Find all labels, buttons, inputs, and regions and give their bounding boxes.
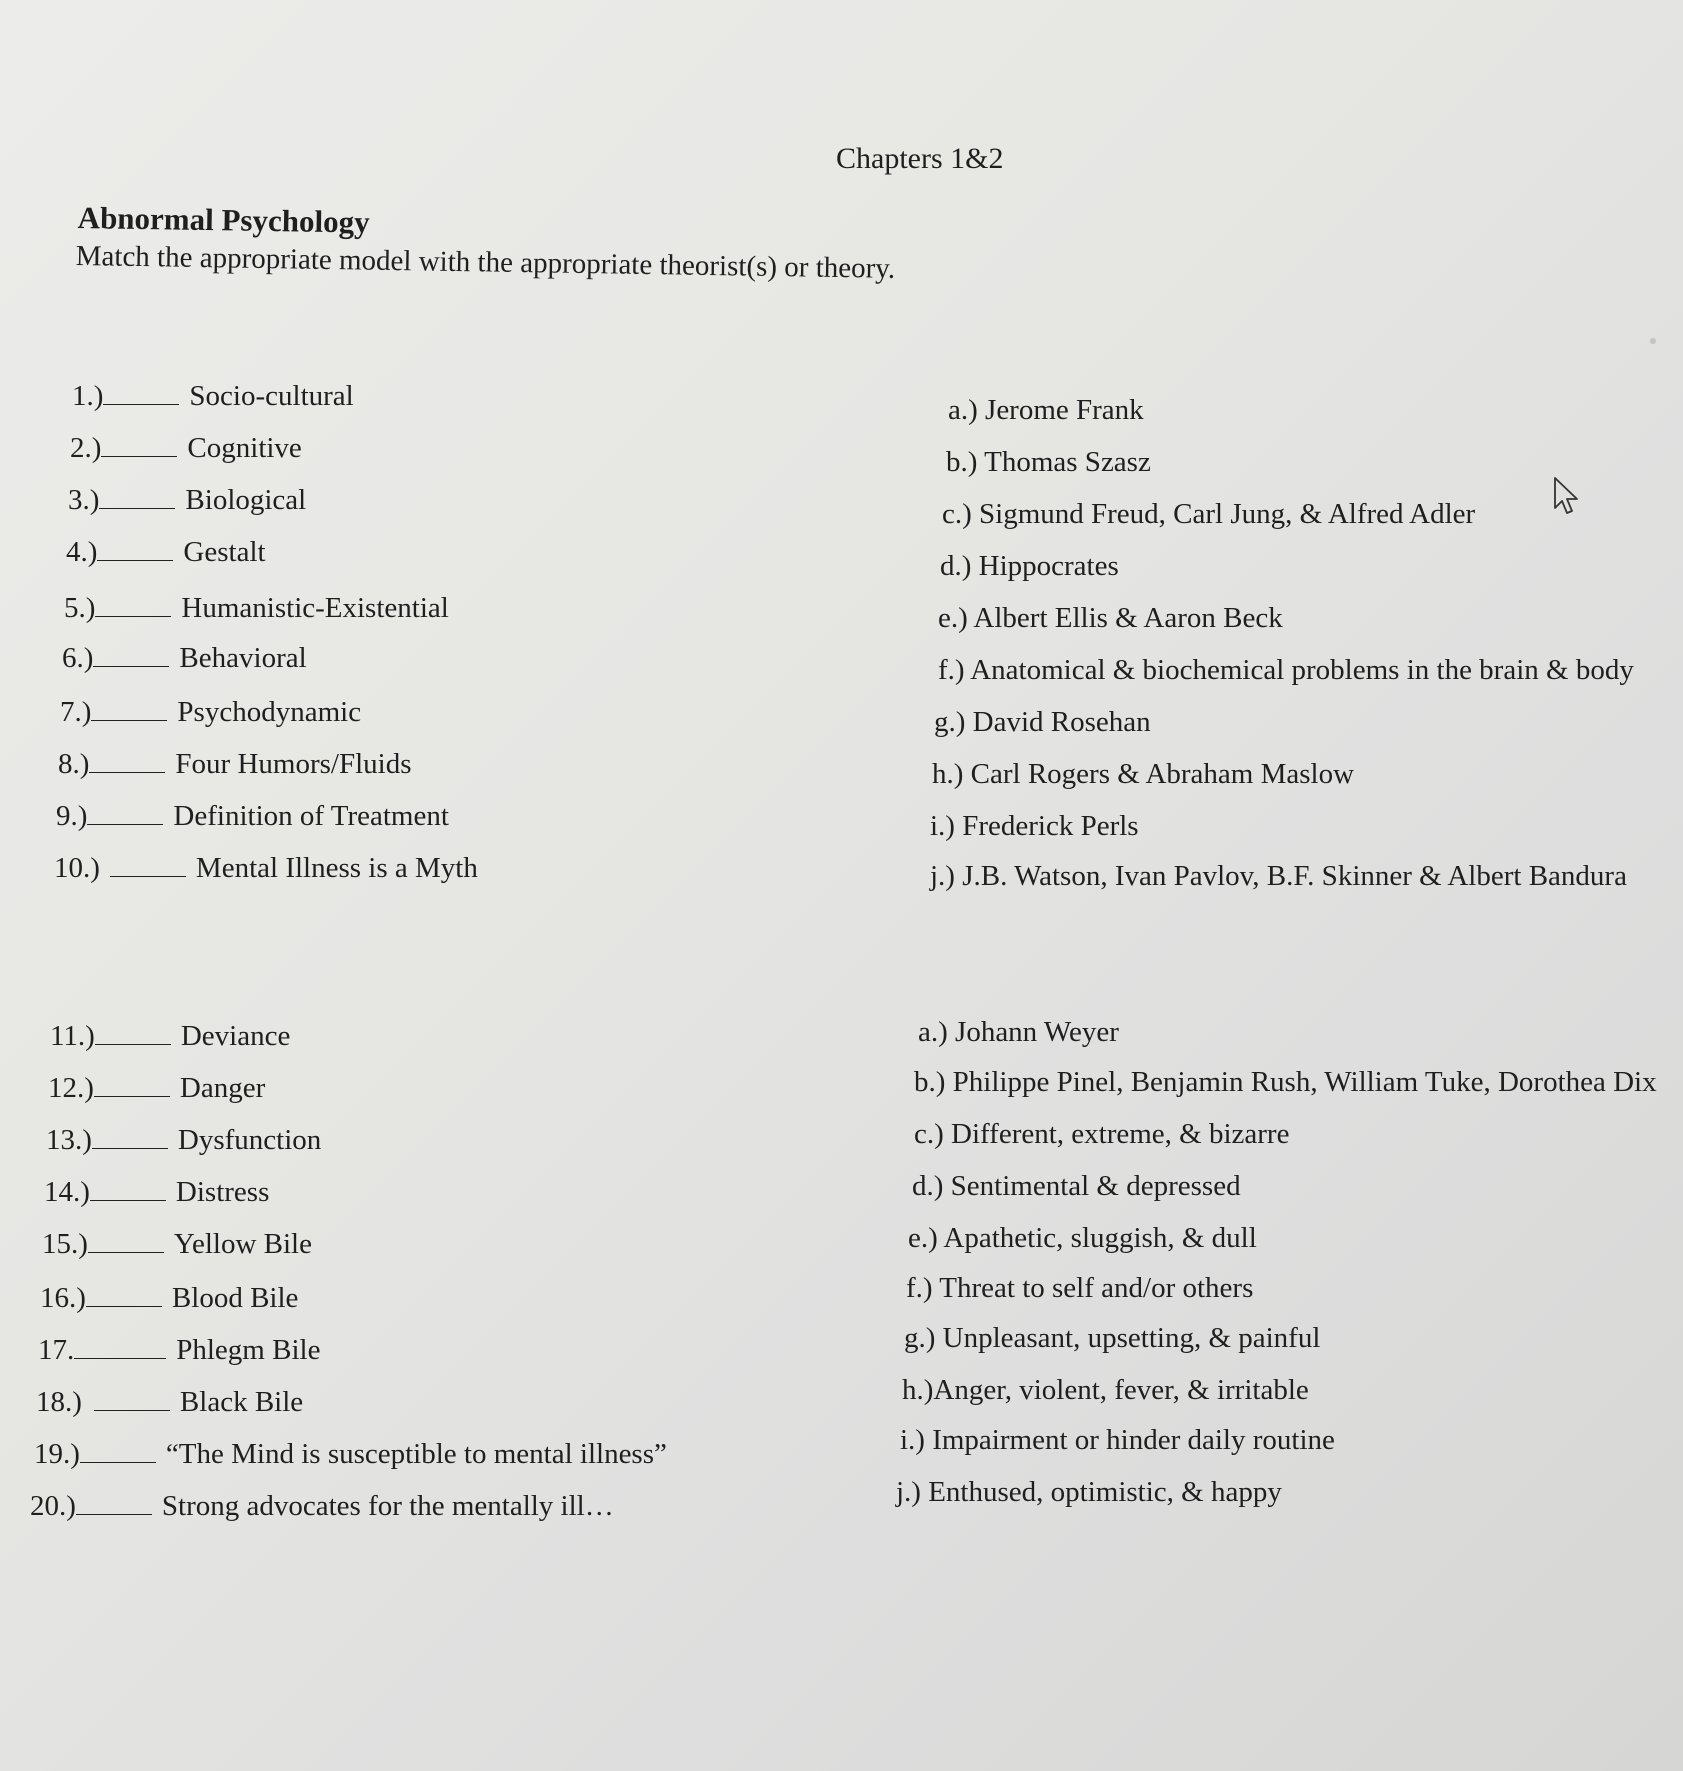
mouse-pointer-icon <box>1553 476 1581 521</box>
answer-option: f.) Threat to self and/or others <box>906 1272 1254 1304</box>
answer-blank[interactable] <box>80 1440 156 1463</box>
question-item <box>66 536 266 569</box>
question-item <box>30 1490 614 1523</box>
question-number: 8.) <box>58 748 90 780</box>
answer-blank[interactable] <box>91 698 167 721</box>
question-number: 5.) <box>64 592 96 624</box>
question-number: 19.) <box>34 1438 80 1470</box>
question-item <box>62 642 307 675</box>
question-term: Dysfunction <box>177 1124 322 1156</box>
answer-option: c.) Sigmund Freud, Carl Jung, & Alfred Adler <box>942 498 1476 530</box>
question-term: Danger <box>179 1072 266 1104</box>
question-item <box>70 432 302 465</box>
question-number: 18.) <box>36 1386 82 1418</box>
question-item <box>54 852 478 885</box>
answer-blank[interactable] <box>74 1336 166 1359</box>
answer-blank[interactable] <box>97 538 173 561</box>
answer-option: d.) Hippocrates <box>940 550 1119 582</box>
question-item <box>50 1020 290 1053</box>
answer-blank[interactable] <box>101 434 177 457</box>
question-number: 7.) <box>60 696 92 728</box>
question-item <box>40 1282 298 1315</box>
question-number: 2.) <box>70 432 102 464</box>
answer-blank[interactable] <box>86 1284 162 1307</box>
question-item <box>44 1176 269 1209</box>
question-number: 16.) <box>40 1282 86 1314</box>
answer-blank[interactable] <box>93 644 169 667</box>
question-item <box>64 592 449 625</box>
answer-option: i.) Frederick Perls <box>930 810 1139 842</box>
answer-option: f.) Anatomical & biochemical problems in the brain & body <box>938 654 1634 686</box>
answer-blank[interactable] <box>99 486 175 509</box>
answer-option: c.) Different, extreme, & bizarre <box>914 1118 1290 1150</box>
question-term: Deviance <box>180 1020 291 1052</box>
answer-option: j.) J.B. Watson, Ivan Pavlov, B.F. Skinner & Albert Bandura <box>930 860 1627 892</box>
question-item <box>42 1228 312 1261</box>
course-title: Abnormal Psychology <box>77 200 370 240</box>
question-item <box>48 1072 265 1105</box>
question-number: 12.) <box>48 1072 94 1104</box>
question-term: Psychodynamic <box>177 696 362 728</box>
answer-option: i.) Impairment or hinder daily routine <box>900 1424 1335 1456</box>
question-item <box>60 696 361 729</box>
answer-option: h.)Anger, violent, fever, & irritable <box>902 1374 1309 1406</box>
answer-option: b.) Philippe Pinel, Benjamin Rush, William Tuke, Dorothea Dix <box>914 1066 1657 1098</box>
speck-decoration <box>1650 338 1656 344</box>
question-term: Socio-cultural <box>189 380 354 412</box>
question-term: Phlegm Bile <box>176 1334 321 1366</box>
question-number: 14.) <box>44 1176 90 1208</box>
answer-option: b.) Thomas Szasz <box>946 446 1151 478</box>
question-item <box>58 748 412 781</box>
answer-option: e.) Albert Ellis & Aaron Beck <box>938 602 1283 634</box>
answer-blank[interactable] <box>110 854 186 877</box>
question-item <box>36 1386 303 1419</box>
question-term: Black Bile <box>179 1386 304 1418</box>
question-term: Humanistic-Existential <box>181 592 449 624</box>
question-item <box>46 1124 321 1157</box>
answer-option: g.) Unpleasant, upsetting, & painful <box>904 1322 1321 1354</box>
question-term: Gestalt <box>183 536 266 568</box>
question-item <box>34 1438 667 1471</box>
question-term: Behavioral <box>179 642 307 674</box>
answer-blank[interactable] <box>90 1178 166 1201</box>
question-item <box>38 1334 320 1367</box>
answer-option: h.) Carl Rogers & Abraham Maslow <box>932 758 1355 790</box>
question-item <box>72 380 354 413</box>
question-number: 11.) <box>50 1020 95 1052</box>
question-number: 3.) <box>68 484 100 516</box>
answer-blank[interactable] <box>95 594 171 617</box>
question-term: Blood Bile <box>171 1282 299 1314</box>
answer-blank[interactable] <box>95 1022 171 1045</box>
question-term: Mental Illness is a Myth <box>195 852 478 884</box>
question-term: Strong advocates for the mentally ill… <box>161 1490 614 1522</box>
chapters-heading: Chapters 1&2 <box>836 142 1004 175</box>
answer-blank[interactable] <box>92 1126 168 1149</box>
answer-option: a.) Jerome Frank <box>948 394 1144 426</box>
answer-blank[interactable] <box>89 750 165 773</box>
answer-option: d.) Sentimental & depressed <box>912 1170 1241 1202</box>
answer-option: g.) David Rosehan <box>934 706 1151 738</box>
question-number: 15.) <box>42 1228 88 1260</box>
question-number: 6.) <box>62 642 94 674</box>
question-number: 9.) <box>56 800 88 832</box>
answer-blank[interactable] <box>76 1492 152 1515</box>
answer-blank[interactable] <box>87 802 163 825</box>
instructions-text: Match the appropriate model with the appropriate theorist(s) or theory. <box>75 240 896 285</box>
question-term: “The Mind is susceptible to mental illness” <box>165 1438 667 1470</box>
question-number: 20.) <box>30 1490 76 1522</box>
answer-blank[interactable] <box>94 1388 170 1411</box>
question-term: Cognitive <box>187 432 302 464</box>
answer-blank[interactable] <box>88 1230 164 1253</box>
answer-option: e.) Apathetic, sluggish, & dull <box>908 1222 1257 1254</box>
question-number: 4.) <box>66 536 98 568</box>
question-number: 13.) <box>46 1124 92 1156</box>
answer-blank[interactable] <box>103 382 179 405</box>
question-term: Definition of Treatment <box>173 800 449 832</box>
question-number: 17. <box>38 1334 75 1366</box>
question-term: Four Humors/Fluids <box>175 748 412 780</box>
answer-option: j.) Enthused, optimistic, & happy <box>896 1476 1282 1508</box>
question-number: 10.) <box>54 852 100 884</box>
question-item <box>56 800 449 833</box>
question-term: Distress <box>175 1176 270 1208</box>
answer-option: a.) Johann Weyer <box>918 1016 1119 1048</box>
question-number: 1.) <box>72 380 104 412</box>
question-term: Yellow Bile <box>173 1228 312 1260</box>
question-term: Biological <box>185 484 307 516</box>
answer-blank[interactable] <box>94 1074 170 1097</box>
question-item <box>68 484 306 517</box>
